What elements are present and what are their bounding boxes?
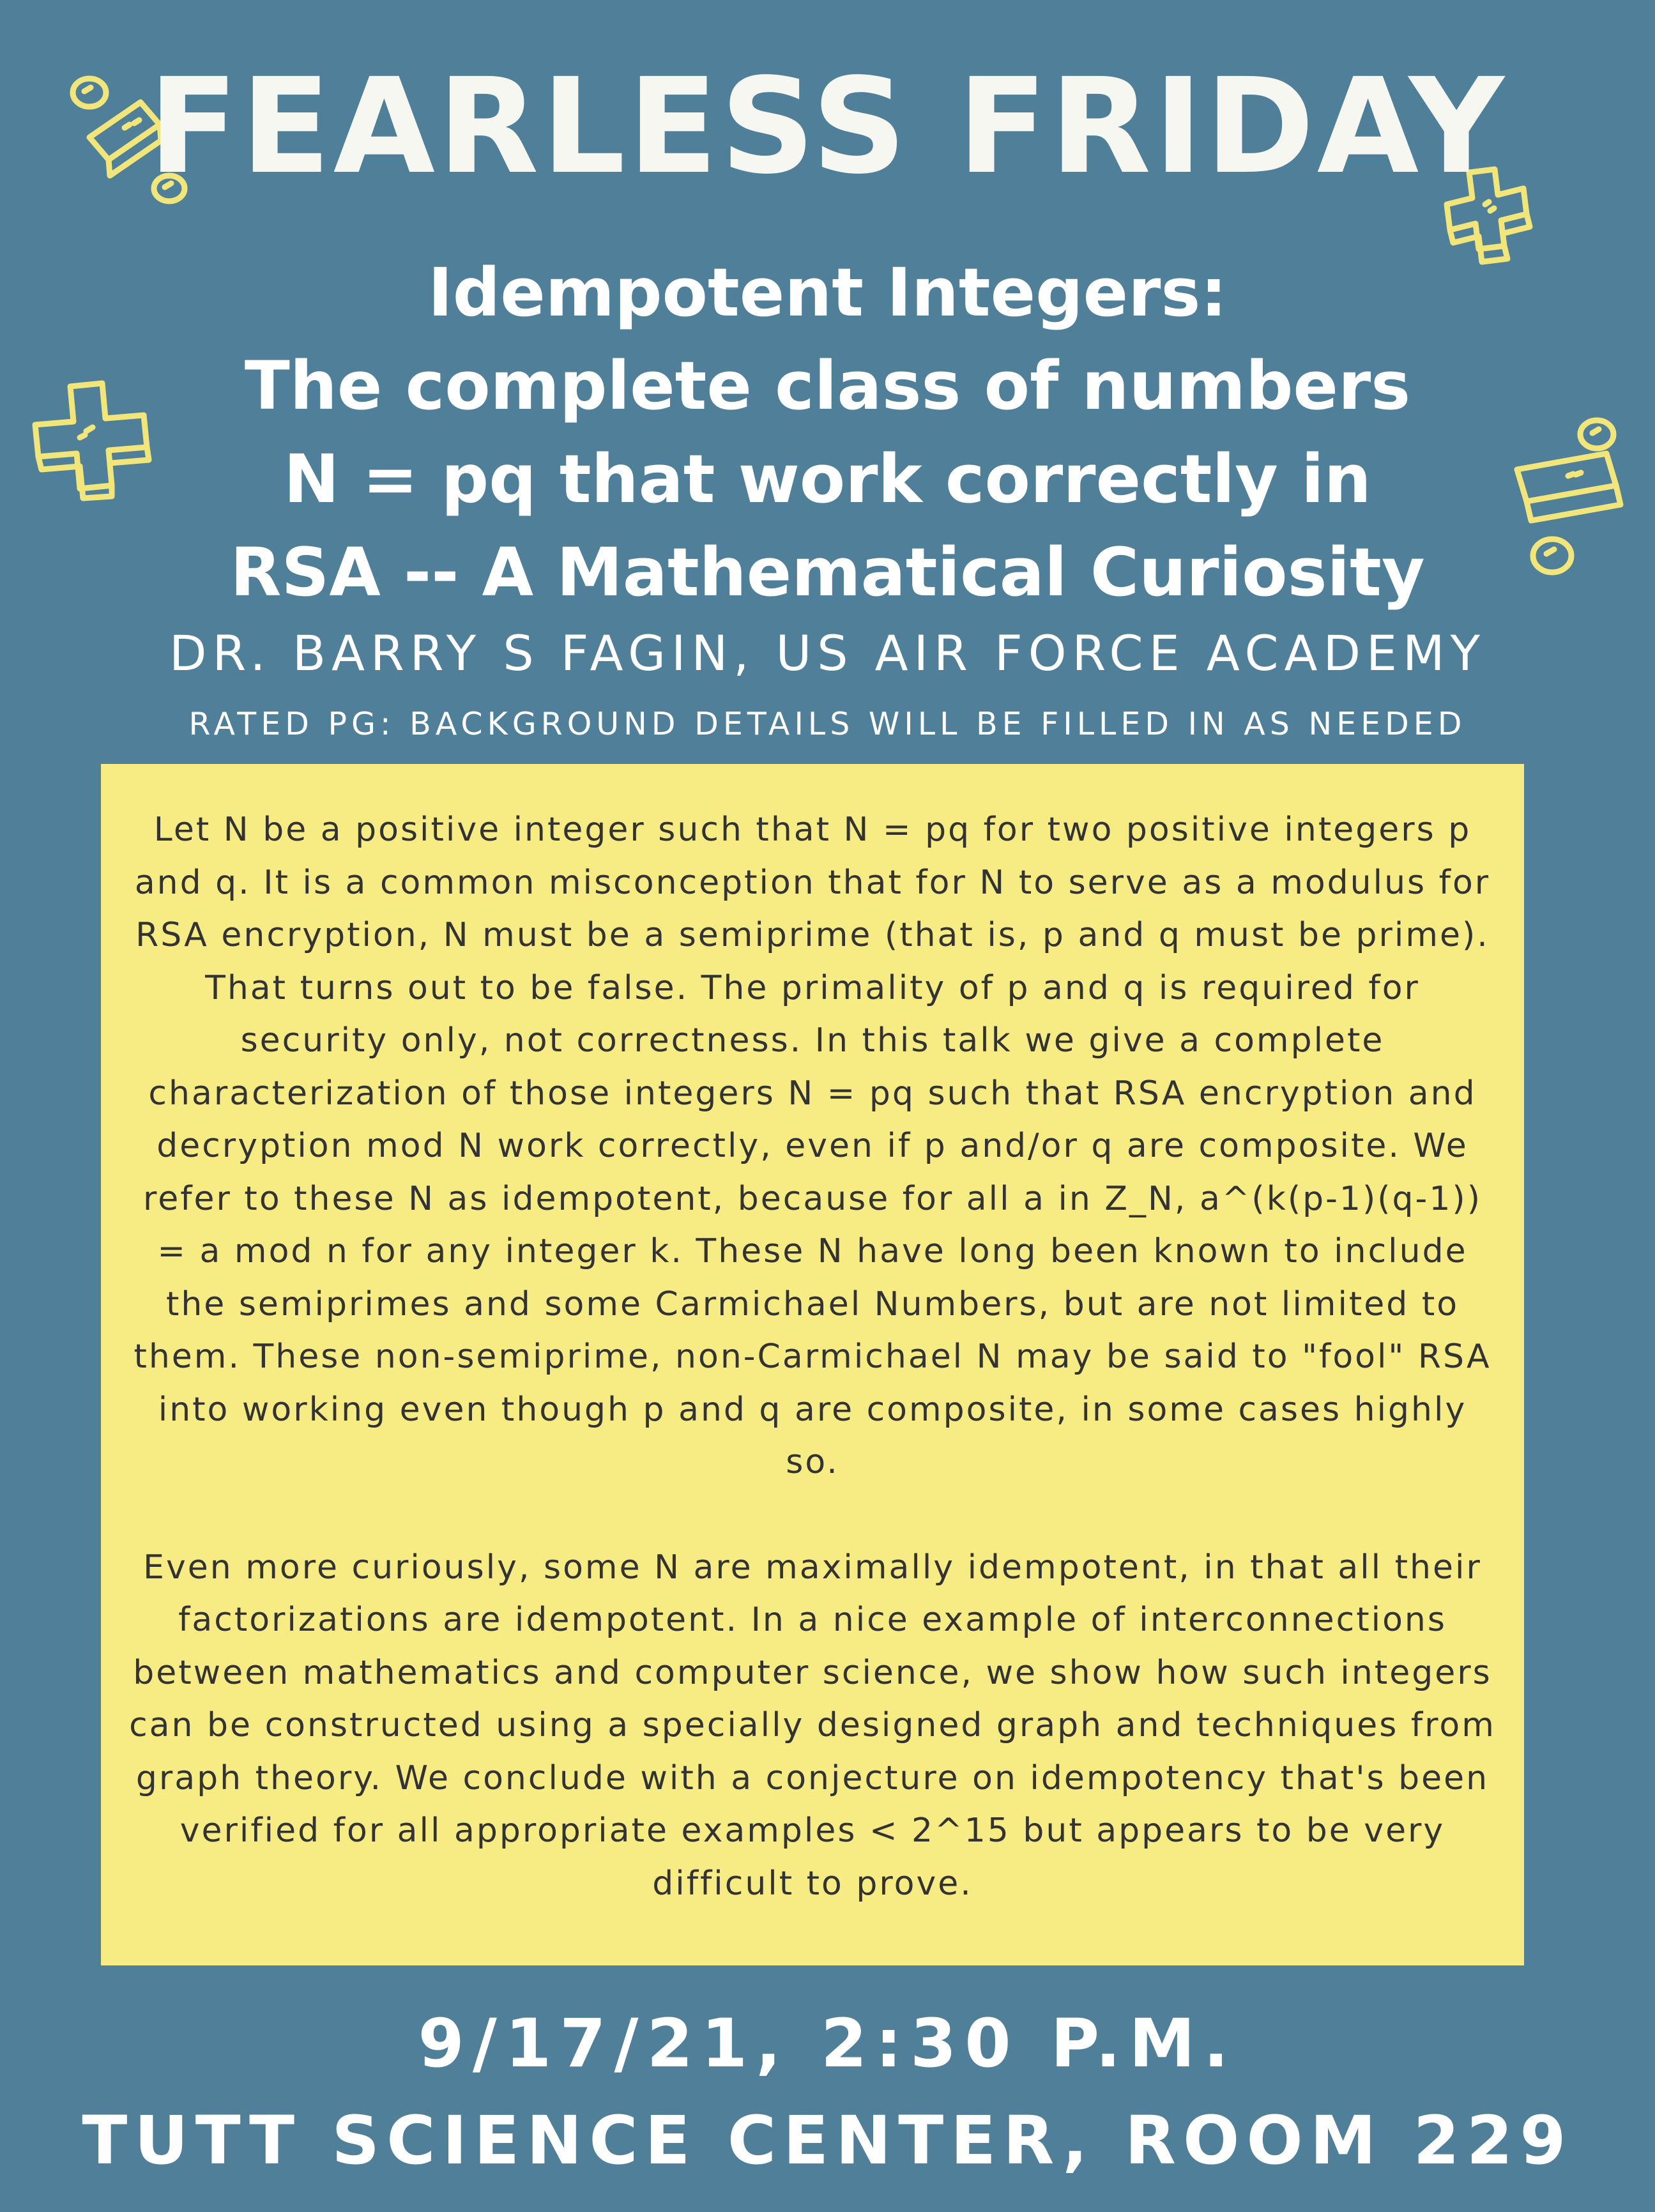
event-datetime: 9/17/21, 2:30 P.M. [418, 2004, 1237, 2082]
talk-title-line: N = pq that work correctly in [284, 440, 1371, 518]
abstract-paragraph: Even more curiously, some N are maximally idempotent, in that all their factorizations are idempotent. In a nice example of interconnections between mathematics and computer science, we show how such integers can be constructed using a specially designed graph and techniques from graph theory. We conclude with a conjecture on idempotency that's been verified for all appropriate examples < 2^15 but appears to be very difficult to prove. [129, 1548, 1496, 1903]
event-location: TUTT SCIENCE CENTER, ROOM 229 [82, 2101, 1573, 2179]
abstract-box [101, 764, 1524, 1965]
audience-rating: RATED PG: BACKGROUND DETAILS WILL BE FILLED IN AS NEEDED [188, 706, 1467, 742]
talk-title-line: RSA -- A Mathematical Curiosity [230, 533, 1425, 611]
talk-title [0, 246, 1655, 619]
speaker-name: DR. BARRY S FAGIN, US AIR FORCE ACADEMY [169, 625, 1486, 682]
event-series-headline: FEARLESS FRIDAY [148, 50, 1507, 203]
abstract-paragraph: Let N be a positive integer such that N = pq for two positive integers p and q. It is a common misconception that for N to serve as a modulus for RSA encryption, N must be a semiprime (that is, p and q must be prime). That turns out to be false. The primality of p and q is required for security only, not correctness. In this talk we give a complete characterization of those integers N = pq such that RSA encryption and decryption mod N work correctly, even if p and/or q are composite. We refer to these N as idempotent, because for all a in Z_N, a^(k(p-1)(q-1)) = a mod n for any integer k. These N have long been known to include the semiprimes and some Carmichael Numbers, but are not limited to them. These non-semiprime, non-Carmichael N may be said to "fool" RSA into working even though p and q are composite, in some cases highly so. [133, 811, 1491, 1481]
talk-title-line: The complete class of numbers [244, 347, 1411, 425]
talk-title-line: Idempotent Integers: [428, 254, 1227, 332]
